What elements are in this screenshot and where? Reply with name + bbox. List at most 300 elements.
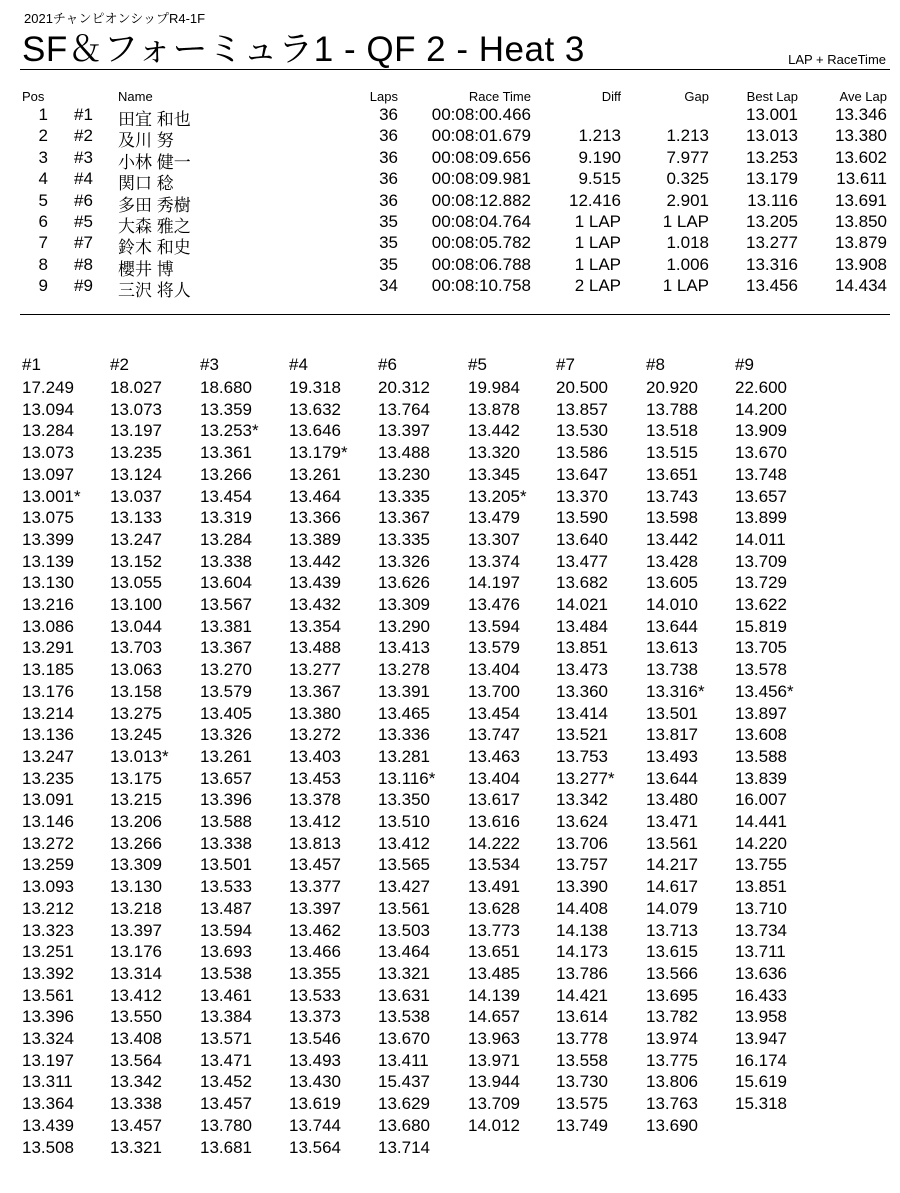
lap-time: 13.558 — [556, 1050, 608, 1070]
lap-time: 13.586 — [556, 443, 608, 463]
lap-time: 13.567 — [200, 595, 252, 614]
lap-time: 13.130 — [22, 573, 74, 593]
lap-time: 15.437 — [378, 1072, 430, 1092]
lap-time: 13.261 — [289, 464, 341, 484]
lap-time: 13.367 — [200, 638, 252, 658]
lap-time: 13.336 — [378, 725, 430, 745]
lap-time: 13.275 — [110, 703, 162, 723]
lap-time: 13.247 — [110, 529, 162, 549]
lap-time: 13.974 — [646, 1029, 698, 1048]
driver-name-cell: 及川 努 — [118, 131, 174, 151]
lap-time: 13.703 — [110, 638, 162, 658]
lap-time: 13.360 — [556, 681, 608, 701]
lap-time: 13.427 — [378, 877, 430, 897]
lap-time: 13.613 — [646, 638, 698, 658]
lap-time: 13.176 — [110, 942, 162, 962]
lap-time: 13.786 — [556, 963, 608, 983]
lap-time: 13.452 — [200, 1072, 252, 1092]
lap-time: 13.361 — [200, 443, 252, 463]
lap-time: 22.600 — [735, 378, 787, 397]
race-time-cell: 00:08:00.466 — [431, 105, 531, 124]
lap-time: 13.538 — [200, 963, 252, 983]
lap-time: 13.390 — [556, 877, 608, 897]
lap-time: 13.713 — [646, 920, 698, 940]
lap-time: 13.588 — [200, 812, 252, 831]
lap-time: 13.086 — [22, 616, 74, 636]
lap-time: 13.073 — [22, 443, 74, 463]
lap-time: 13.404 — [468, 660, 520, 680]
lap-time: 13.411 — [378, 1050, 429, 1070]
lap-time: 14.010 — [646, 595, 698, 614]
race-time-cell: 00:08:09.656 — [431, 147, 531, 167]
lap-time: 13.636 — [735, 963, 787, 983]
lap-time: 13.124 — [110, 464, 162, 484]
lap-time: 13.284 — [22, 421, 74, 441]
lap-time: 13.546 — [289, 1029, 341, 1048]
lap-time: 13.345 — [468, 464, 520, 484]
pos-cell: 5 — [38, 190, 48, 210]
diff-cell: 1 LAP — [574, 233, 621, 253]
lap-time: 13.463 — [468, 746, 520, 766]
lap-time: 13.342 — [110, 1072, 162, 1092]
lap-time: 13.439 — [289, 573, 341, 593]
driver-name-cell: 三沢 将人 — [118, 281, 191, 301]
lap-time: 13.277 — [289, 660, 341, 680]
driver-name-cell: 関口 稔 — [118, 174, 174, 194]
lap-time: 13.479 — [468, 508, 520, 528]
ave-lap-cell: 13.346 — [835, 105, 887, 124]
lap-time: 14.021 — [556, 595, 608, 614]
lap-column-header: #3 — [200, 355, 219, 374]
lap-time: 13.484 — [556, 616, 608, 636]
diff-cell: 1.213 — [578, 126, 621, 146]
lap-time: 13.316* — [646, 681, 705, 701]
lap-time: 13.324 — [22, 1029, 74, 1048]
lap-time: 13.644 — [646, 768, 698, 788]
lap-time: 13.485 — [468, 963, 520, 983]
lap-time: 13.775 — [646, 1050, 698, 1070]
lap-time: 13.480 — [646, 790, 698, 810]
lap-column-header: #4 — [289, 355, 308, 374]
lap-time: 13.493 — [289, 1050, 341, 1070]
ave-lap-cell: 13.879 — [835, 233, 887, 253]
lap-time: 19.984 — [468, 378, 520, 397]
laps-cell: 36 — [379, 147, 398, 167]
lap-time: 13.384 — [200, 1007, 252, 1027]
lap-time: 13.564 — [110, 1050, 162, 1070]
lap-time: 13.566 — [646, 963, 698, 983]
lap-time: 13.338 — [200, 551, 252, 571]
ave-lap-cell: 13.908 — [835, 254, 887, 274]
lap-time: 13.706 — [556, 833, 608, 853]
gap-cell: 2.901 — [666, 190, 709, 210]
lap-time: 13.778 — [556, 1029, 608, 1048]
lap-time: 13.651 — [468, 942, 520, 962]
lap-time: 13.277* — [556, 768, 615, 788]
lap-time: 13.763 — [646, 1094, 698, 1114]
lap-time: 13.624 — [556, 812, 608, 831]
lap-column-header: #7 — [556, 355, 575, 374]
lap-time: 13.326 — [200, 725, 252, 745]
lap-time: 13.813 — [289, 833, 341, 853]
lap-time: 13.644 — [646, 616, 698, 636]
gap-cell: 1.213 — [666, 126, 709, 146]
lap-time: 13.594 — [200, 920, 252, 940]
lap-time: 13.413 — [378, 638, 430, 658]
lap-time: 13.753 — [556, 746, 608, 766]
lap-time: 13.442 — [289, 551, 341, 571]
lap-time: 15.318 — [735, 1094, 787, 1114]
lap-time: 13.091 — [22, 790, 74, 810]
lap-time: 13.185 — [22, 660, 74, 680]
lap-time: 13.272 — [289, 725, 341, 745]
pos-cell: 8 — [38, 254, 48, 274]
lap-time: 13.454 — [200, 486, 252, 506]
lap-time: 13.412 — [110, 985, 162, 1005]
lap-time: 13.366 — [289, 508, 341, 528]
section-divider — [20, 314, 890, 315]
lap-time: 13.651 — [646, 464, 698, 484]
lap-time: 13.454 — [468, 703, 520, 723]
lap-time: 14.012 — [468, 1115, 520, 1135]
lap-time: 13.897 — [735, 703, 787, 723]
lap-time: 13.397 — [110, 920, 162, 940]
lap-time: 13.533 — [289, 985, 341, 1005]
lap-time: 13.197 — [22, 1050, 74, 1070]
lap-time: 13.314 — [110, 963, 162, 983]
gap-cell: 7.977 — [666, 147, 709, 167]
lap-time: 13.465 — [378, 703, 430, 723]
lap-time: 13.626 — [378, 573, 430, 593]
driver-name-cell: 多田 秀樹 — [118, 195, 191, 215]
lap-time: 13.670 — [378, 1029, 430, 1048]
lap-time: 13.266 — [110, 833, 162, 853]
lap-time: 13.412 — [378, 833, 430, 853]
lap-time: 13.247 — [22, 746, 74, 766]
lap-time: 13.963 — [468, 1029, 520, 1048]
lap-time: 13.615 — [646, 942, 698, 962]
lap-time: 13.291 — [22, 638, 74, 658]
best-lap-cell: 13.316 — [746, 254, 798, 274]
col-header-pos: Pos — [22, 89, 45, 104]
ave-lap-cell: 14.434 — [835, 276, 887, 296]
lap-time: 13.281 — [378, 746, 430, 766]
laps-cell: 36 — [379, 169, 398, 189]
lap-time: 14.222 — [468, 833, 520, 853]
pos-cell: 9 — [38, 276, 48, 296]
lap-time: 14.139 — [468, 985, 520, 1005]
lap-time: 14.441 — [735, 812, 787, 831]
laps-cell: 36 — [379, 126, 398, 146]
gap-cell: 0.325 — [666, 169, 709, 189]
lap-time: 13.456* — [735, 681, 794, 701]
lap-time: 13.278 — [378, 660, 430, 680]
lap-time: 13.608 — [735, 725, 787, 745]
lap-time: 13.471 — [200, 1050, 252, 1070]
lap-time: 13.230 — [378, 464, 430, 484]
lap-time: 13.152 — [110, 551, 162, 571]
lap-time: 13.215 — [110, 790, 162, 810]
lap-time: 13.571 — [200, 1029, 252, 1048]
lap-time: 13.037 — [110, 486, 162, 506]
lap-time: 13.510 — [378, 812, 430, 831]
lap-time: 13.594 — [468, 616, 520, 636]
lap-time: 13.632 — [289, 399, 341, 419]
lap-time: 13.350 — [378, 790, 430, 810]
report-type-label: LAP + RaceTime — [788, 52, 886, 67]
laps-cell: 35 — [379, 254, 398, 274]
lap-time: 13.396 — [200, 790, 252, 810]
diff-cell: 2 LAP — [574, 276, 621, 296]
lap-time: 13.851 — [735, 877, 787, 897]
lap-time: 20.920 — [646, 378, 698, 397]
lap-time: 13.806 — [646, 1072, 698, 1092]
lap-time: 13.326 — [378, 551, 430, 571]
lap-column-header: #8 — [646, 355, 665, 374]
pos-cell: 1 — [38, 105, 48, 124]
lap-time: 13.780 — [200, 1115, 252, 1135]
lap-time: 13.290 — [378, 616, 430, 636]
car-number-cell: #1 — [74, 105, 93, 124]
lap-time: 13.307 — [468, 529, 520, 549]
pos-cell: 4 — [38, 169, 48, 189]
lap-time: 13.588 — [735, 746, 787, 766]
lap-time: 13.561 — [646, 833, 698, 853]
lap-time: 13.705 — [735, 638, 787, 658]
lap-column-header: #6 — [378, 355, 397, 374]
lap-time: 13.579 — [200, 681, 252, 701]
ave-lap-cell: 13.850 — [835, 212, 887, 231]
lap-time: 13.670 — [735, 443, 787, 463]
lap-time: 13.319 — [200, 508, 252, 528]
car-number-cell: #3 — [74, 147, 93, 167]
lap-time: 13.338 — [110, 1094, 162, 1114]
page-title: SF＆フォーミュラ1 - QF 2 - Heat 3 — [22, 30, 585, 69]
lap-time: 13.338 — [200, 833, 252, 853]
lap-time: 13.354 — [289, 616, 341, 636]
lap-time: 13.773 — [468, 920, 520, 940]
lap-time: 13.397 — [378, 421, 430, 441]
lap-time: 13.133 — [110, 508, 162, 528]
lap-time: 13.270 — [200, 660, 252, 680]
lap-time: 13.579 — [468, 638, 520, 658]
lap-time: 13.272 — [22, 833, 74, 853]
lap-time: 13.564 — [289, 1137, 341, 1157]
lap-time: 13.878 — [468, 399, 520, 419]
lap-time: 13.680 — [378, 1115, 430, 1135]
lap-time: 14.408 — [556, 898, 608, 918]
best-lap-cell: 13.456 — [746, 276, 798, 296]
lap-time: 13.158 — [110, 681, 162, 701]
race-time-cell: 00:08:09.981 — [431, 169, 531, 189]
lap-time: 13.389 — [289, 529, 341, 549]
lap-time: 13.501 — [646, 703, 698, 723]
lap-time: 13.590 — [556, 508, 608, 528]
driver-name-cell: 櫻井 博 — [118, 259, 174, 279]
lap-time: 13.561 — [22, 985, 74, 1005]
lap-time: 13.462 — [289, 920, 341, 940]
lap-time: 14.079 — [646, 898, 698, 918]
lap-time: 13.176 — [22, 681, 74, 701]
race-time-cell: 00:08:01.679 — [431, 126, 531, 146]
pos-cell: 7 — [38, 233, 48, 253]
lap-time: 13.139 — [22, 551, 74, 571]
lap-time: 13.622 — [735, 595, 787, 614]
lap-time: 13.094 — [22, 399, 74, 419]
lap-column-header: #2 — [110, 355, 129, 374]
lap-time: 13.695 — [646, 985, 698, 1005]
lap-time: 14.421 — [556, 985, 608, 1005]
lap-time: 13.734 — [735, 920, 787, 940]
diff-cell: 12.416 — [569, 190, 621, 210]
lap-time: 13.501 — [200, 855, 252, 875]
car-number-cell: #6 — [74, 190, 93, 210]
col-header-ave-lap: Ave Lap — [839, 89, 887, 104]
lap-time: 13.284 — [200, 529, 252, 549]
lap-time: 13.749 — [556, 1115, 608, 1135]
lap-time: 13.130 — [110, 877, 162, 897]
lap-time: 13.323 — [22, 920, 74, 940]
best-lap-cell: 13.001 — [746, 105, 798, 124]
col-header-gap: Gap — [684, 89, 709, 104]
ave-lap-cell: 13.602 — [835, 147, 887, 167]
lap-time: 13.477 — [556, 551, 608, 571]
lap-time: 13.309 — [378, 595, 430, 614]
car-number-cell: #9 — [74, 276, 93, 296]
lap-time: 13.309 — [110, 855, 162, 875]
lap-time: 13.197 — [110, 421, 162, 441]
lap-time: 13.179* — [289, 443, 348, 463]
col-header-laps: Laps — [369, 89, 398, 104]
lap-column-header: #5 — [468, 355, 487, 374]
diff-cell: 9.515 — [578, 169, 621, 189]
lap-time: 13.709 — [735, 551, 787, 571]
lap-time: 13.857 — [556, 399, 608, 419]
lap-time: 13.321 — [378, 963, 430, 983]
race-time-cell: 00:08:05.782 — [431, 233, 531, 253]
col-header-race-time: Race Time — [468, 89, 531, 104]
lap-time: 13.378 — [289, 790, 341, 810]
gap-cell: 1 LAP — [662, 276, 709, 296]
lap-time: 13.253* — [200, 421, 259, 441]
lap-time: 13.206 — [110, 812, 162, 831]
lap-time: 13.657 — [735, 486, 787, 506]
lap-time: 13.518 — [646, 421, 698, 441]
lap-time: 13.616 — [468, 812, 520, 831]
lap-time: 13.640 — [556, 529, 608, 549]
lap-time: 16.433 — [735, 985, 787, 1005]
lap-time: 19.318 — [289, 378, 341, 397]
col-header-name: Name — [118, 89, 153, 104]
lap-time: 13.487 — [200, 898, 252, 918]
lap-column-header: #1 — [22, 355, 41, 374]
diff-cell: 1 LAP — [574, 212, 621, 231]
lap-time: 13.714 — [378, 1137, 430, 1157]
ave-lap-cell: 13.611 — [836, 169, 887, 189]
lap-time: 13.392 — [22, 963, 74, 983]
lap-time: 14.217 — [646, 855, 698, 875]
lap-time: 13.367 — [289, 681, 341, 701]
lap-time: 13.561 — [378, 898, 430, 918]
race-time-cell: 00:08:04.764 — [431, 212, 531, 231]
lap-time: 14.138 — [556, 920, 608, 940]
lap-time: 13.711 — [735, 942, 786, 962]
lap-time: 13.457 — [289, 855, 341, 875]
lap-time: 13.205* — [468, 486, 527, 506]
lap-time: 13.817 — [646, 725, 698, 745]
car-number-cell: #8 — [74, 254, 93, 274]
lap-time: 13.464 — [378, 942, 430, 962]
lap-time: 13.565 — [378, 855, 430, 875]
lap-time: 13.700 — [468, 681, 520, 701]
lap-time: 13.473 — [556, 660, 608, 680]
lap-time: 13.947 — [735, 1029, 787, 1048]
lap-time: 17.249 — [22, 378, 74, 397]
lap-time: 15.619 — [735, 1072, 787, 1092]
lap-time: 13.442 — [468, 421, 520, 441]
laps-cell: 34 — [379, 276, 398, 296]
lap-time: 13.575 — [556, 1094, 608, 1114]
lap-time: 18.680 — [200, 378, 252, 397]
lap-time: 13.403 — [289, 746, 341, 766]
lap-time: 18.027 — [110, 378, 162, 397]
lap-time: 14.220 — [735, 833, 787, 853]
best-lap-cell: 13.205 — [746, 212, 798, 231]
lap-time: 13.251 — [22, 942, 74, 962]
laps-cell: 35 — [379, 212, 398, 231]
lap-time: 13.380 — [289, 703, 341, 723]
lap-time: 13.619 — [289, 1094, 341, 1114]
lap-time: 13.266 — [200, 464, 252, 484]
lap-time: 14.197 — [468, 573, 520, 593]
pos-cell: 2 — [38, 126, 48, 146]
lap-time: 13.442 — [646, 529, 698, 549]
lap-time: 13.710 — [735, 898, 787, 918]
lap-time: 14.200 — [735, 399, 787, 419]
lap-time: 13.971 — [468, 1050, 520, 1070]
lap-time: 20.312 — [378, 378, 430, 397]
lap-time: 13.373 — [289, 1007, 341, 1027]
gap-cell: 1.006 — [666, 254, 709, 274]
best-lap-cell: 13.013 — [746, 126, 798, 146]
lap-time: 13.944 — [468, 1072, 520, 1092]
lap-time: 13.647 — [556, 464, 608, 484]
best-lap-cell: 13.179 — [746, 169, 798, 189]
lap-time: 20.500 — [556, 378, 608, 397]
driver-name-cell: 鈴木 和史 — [118, 238, 191, 258]
lap-time: 13.100 — [110, 595, 162, 614]
lap-time: 14.173 — [556, 942, 608, 962]
lap-time: 13.136 — [22, 725, 74, 745]
lap-time: 13.488 — [289, 638, 341, 658]
race-time-cell: 00:08:10.758 — [431, 276, 531, 296]
lap-time: 13.335 — [378, 486, 430, 506]
laps-cell: 35 — [379, 233, 398, 253]
lap-time: 13.709 — [468, 1094, 520, 1114]
lap-time: 13.534 — [468, 855, 520, 875]
diff-cell: 9.190 — [578, 147, 621, 167]
lap-time: 13.730 — [556, 1072, 608, 1092]
best-lap-cell: 13.277 — [746, 233, 798, 253]
lap-time: 13.491 — [468, 877, 520, 897]
lap-time: 13.747 — [468, 725, 520, 745]
lap-time: 13.235 — [22, 768, 74, 788]
lap-time: 15.819 — [735, 616, 787, 636]
lap-time: 13.175 — [110, 768, 162, 788]
lap-time: 13.212 — [22, 898, 74, 918]
lap-time: 13.614 — [556, 1007, 608, 1027]
lap-time: 13.493 — [646, 746, 698, 766]
